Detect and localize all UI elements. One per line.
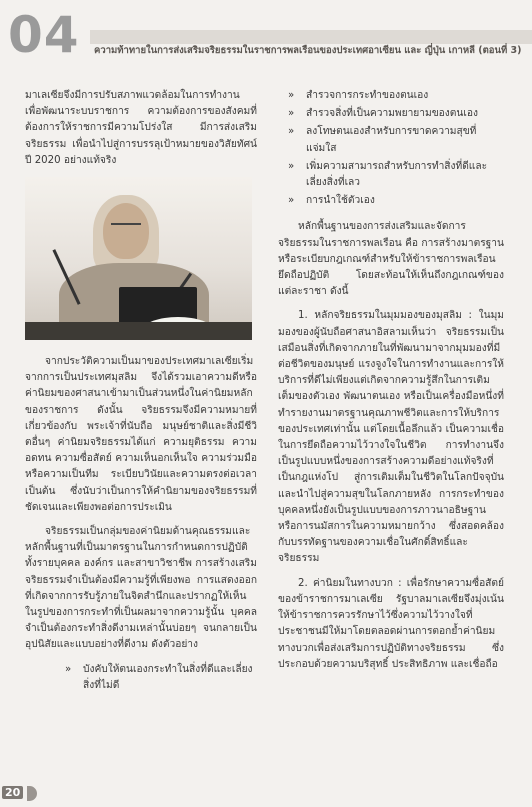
right-column <box>278 88 504 681</box>
left-bullet-item: » บังคับให้ตนเองกระทำในสิ่งที่ดีและเลี่ยงสิ่งที่ไม่ดี <box>25 662 257 694</box>
left-bullet-list <box>25 662 257 694</box>
bullet-item: » การนำใช้ตัวเอง <box>278 193 504 209</box>
page-number: 20 <box>2 786 23 799</box>
bullet-item: » ลงโทษตนเองสำหรับการขาดความสุขที่แจ่มใส <box>278 124 504 156</box>
bullet-item: » สำรวจสิ่งที่เป็นความพยายามของตนเอง <box>278 106 504 122</box>
principles-paragraph: หลักพื้นฐานของการส่งเสริมและจัดการจริยธรรมในราชการพลเรือน คือ การสร้างมาตรฐานหรือระเบียบกฎเกณฑ์สำหรับให้ข้าราชการพลเรือนยึดถือปฏิบัติ โดยสะท้อนให้เห็นถึงกฎเกณฑ์ของแต่ละราชา ดังนี้ <box>278 221 504 298</box>
bullet-item: » สำรวจการกระทำของตนเอง <box>278 88 504 104</box>
item-1-paragraph: 1. หลักจริยธรรมในมุมมองของมุสลิม : ในมุมมองของผู้นับถือศาสนาอิสลามเห็นว่า จริยธรรมเป็นเสมือนสิ่งที่เกิดจากภายในที่พัฒนามาจากมุมมองที่มีต่อชีวิตของมนุษย์ แรงจูงใจในการทำงานและการให้บริการที่ดีไม่เพียงแต่เกิดจากความรู้สึกในการเติมเต็มของตัวเอง พัฒนาตนเอง หรือเป็นเครื่องมือหนึ่งที่ทำรายงานมาตรฐานคุณภาพชีวิตและการให้บริการของประเทศเท่านั้น แต่โดยเนื้อลึกแล้ว เป็นความเชื่อในการยึดถือความไว้วางใจในชีวิต การทำงานจึงเป็นรูปแบบหนึ่งของการสร้างความดีอย่างแท้จริงที่เป็นกฎแห่งโป สู่การเติมเต็มในชีวิตในโลกปัจจุบันและนำไปสู่ความสุขในโลกภายหลัง การกระทำของบุคคลหนึ่งยังเป็นรูปแบบของการภาวนาอธิษฐานหรือการนมัสการในความหมายกว้าง ซึ่งสอดคล้องกับบรรทัดฐานของความเชื่อในศักดิ์สิทธิ์และจริยธรรม <box>278 310 504 565</box>
item-2-paragraph: 2. ค่านิยมในทางบวก : เพื่อรักษาความซื่อสัตย์ของข้าราชการมาเลเซีย รัฐบาลมาเลเซียจึงมุ่งเน้น ให้ข้าราชการควรรักษาไว้ซึ่งความไว้วางใจที่ประชาชนมีให้มาโดยตลอดผ่านการตอกย้ำค่านิยมทางบวกเพื่อส่งเสริมการปฏิบัติทางจริยธรรม ซึ่งประกอบด้วยความบริสุทธิ์ ประสิทธิภาพ และเชื่อถือ <box>278 577 504 670</box>
chapter-number: 04 <box>8 6 80 64</box>
page-number-tab <box>27 786 37 801</box>
left-column <box>25 88 257 694</box>
page-header <box>0 0 532 70</box>
bullet-item: » เพิ่มความสามารถสำหรับการทำสิ่งที่ดีและเลี่ยงสิ่งที่เลว <box>278 159 504 191</box>
history-paragraph: จากประวัติความเป็นมาของประเทศมาเลเซียเริ่มจากการเป็นประเทศมุสลิม จึงได้รวมเอาความดีหรือค่านิยมของศาสนาเข้ามาเป็นส่วนหนึ่งในค่านิยมหลักของราชการ ดังนั้น จริยธรรมจึงมีความหมายที่เกี่ยวข้องกับ พระเจ้าที่นับถือ มนุษย์ชาติและสิ่งมีชีวิตอื่นๆ ค่านิยมจริยธรรมได้แก่ ความยุติธรรม ความอดทน ความซื่อสัตย์ ความเห็นอกเห็นใจ ความร่วมมือหรือความเป็นทีม ระเบียบวินัยและความตรงต่อเวลาเป็นต้น ซึ่งนับว่าเป็นการให้คำนิยามของจริยธรรมที่ชัดเจนและเพียงพอต่อการประเมิน <box>25 356 257 513</box>
header-bar <box>90 30 532 44</box>
speaker-photo <box>25 177 252 340</box>
ethics-paragraph: จริยธรรมเป็นกลุ่มของค่านิยมด้านคุณธรรมและหลักพื้นฐานที่เป็นมาตรฐานในการกำหนดการปฏิบัติทั้งรายบุคคล องค์กร และสาขาวิชาชีพ การสร้างเสริมจริยธรรมจำเป็นต้องมีความรู้ที่เพียงพอ การแสดงออกที่เกิดจากการรับรู้ภายในจิตสำนึกและปรากฏให้เห็นในรูปของการกระทำที่เป็นผลมาจากความรู้นั้น บุคคลจำเป็นต้องกระทำสิ่งดีงามเหล่านั้นบ่อยๆ จนกลายเป็นอุปนิสัยและแบบอย่างที่ดีงาม ดังตัวอย่าง <box>25 526 257 651</box>
intro-paragraph: มาเลเซียจึงมีการปรับสภาพแวดล้อมในการทำงาน เพื่อพัฒนาระบบราชการ ความต้องการของสังคมที่ต้องการให้ราชการมีความโปร่งใส มีการส่งเสริมจริยธรรม เพื่อนำไปสู่การบรรลุเป้าหมายของวิสัยทัศน์ปี 2020 อย่างแท้จริง <box>25 90 257 166</box>
header-title: ความท้าทายในการส่งเสริมจริยธรรมในราชการพลเรือนของประเทศอาเซียน และ ญี่ปุ่น เกาหลี (ตอนที่ 3) <box>94 45 522 56</box>
right-bullet-list <box>278 88 504 209</box>
